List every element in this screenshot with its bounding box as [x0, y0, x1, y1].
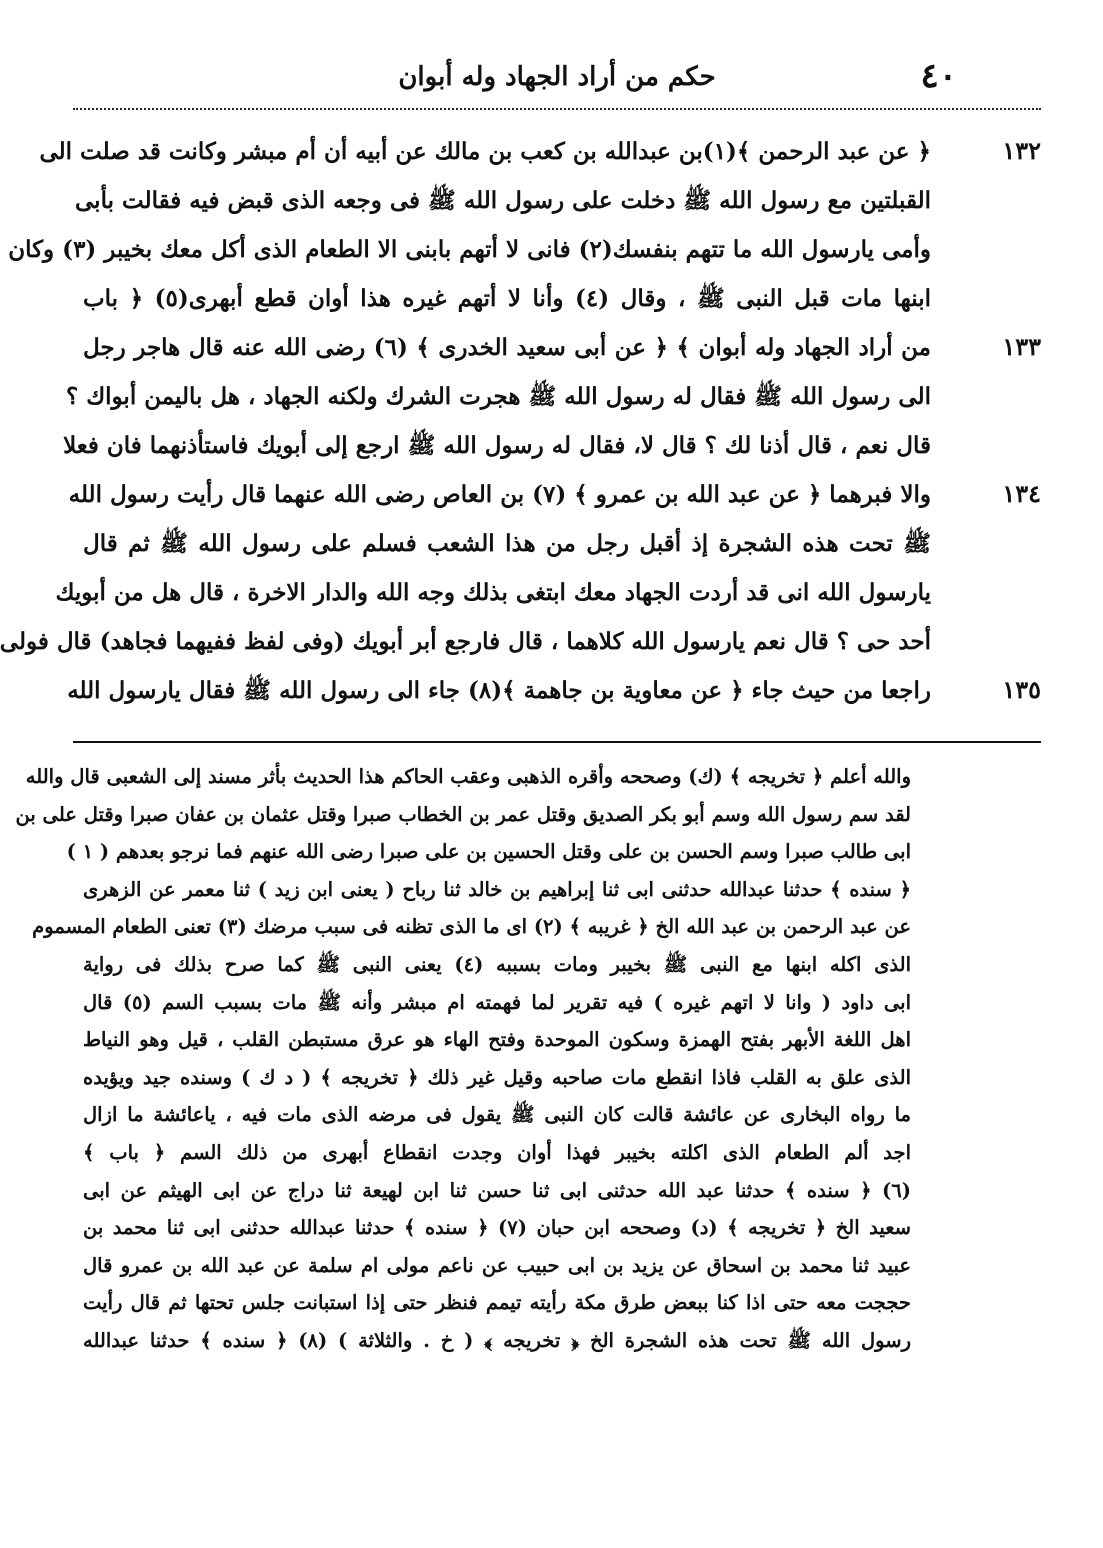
- text-row: [39, 128, 1041, 177]
- text-line: ابنها مات قبل النبى ﷺ ، وقال (٤) وأنا لا أتهم غيره هذا أوان قطع أبهرى(٥) ﴿ باب: [83, 285, 931, 312]
- hadith-number: ١٣٤: [1002, 479, 1041, 508]
- main-text: [0, 128, 1041, 716]
- text-line: وأمى يارسول الله ما تتهم بنفسك(٢) فانى لا أتهم بابنى الا الطعام الذى أكل معك بخيبر (٣) وكان: [8, 236, 931, 263]
- text-row: [8, 226, 1041, 275]
- text-line: القبلتين مع رسول الله ﷺ دخلت على رسول الله ﷺ فى وجعه الذى قبض فيه فقالت بأبى: [75, 187, 931, 214]
- text-row: [75, 177, 1041, 226]
- footnote-line: اهل اللغة الأبهر بفتح الهمزة وسكون الموحدة وفتح الهاء هو عرق مستبطن القلب ، قيل وهو النياط: [83, 1028, 911, 1052]
- footnote-line: حججت معه حتى اذا كنا ببعض طرق مكة رأيته تيمم فنظر حتى إذا استبانت جلس تحتها ثم قال رأيت: [83, 1291, 911, 1315]
- footnote-line: لقد سم رسول الله وسم أبو بكر الصديق وقتل عمر بن الخطاب صبرا وقتل عثمان بن عفان صبرا وقتل على بن: [15, 802, 911, 826]
- footnote-divider: [73, 741, 1041, 743]
- footnotes: [15, 758, 912, 1360]
- footnote-line: ﴿ سنده ﴾ حدثنا عبدالله حدثنى ابى ثنا إبراهيم بن خالد ثنا رباح ( يعنى ابن زيد ) ثنا معمر عن الزهرى: [83, 877, 911, 901]
- text-line: ﷺ تحت هذه الشجرة إذ أقبل رجل من هذا الشعب فسلم على رسول الله ﷺ ثم قال: [83, 530, 931, 557]
- footnote-line: (٦) ﴿ سنده ﴾ حدثنا عبد الله حدثنى ابى ثنا حسن ثنا ابن لهيعة ثنا دراج عن ابى الهيثم عن ابى: [83, 1178, 911, 1202]
- footnote-line: الذى اكله ابنها مع النبى ﷺ بخيبر ومات بسببه (٤) يعنى النبى ﷺ كما صرح بذلك فى رواية: [83, 952, 911, 976]
- footnote-line: ابى طالب صبرا وسم الحسن بن على وقتل الحسين بن على صبرا رضى الله عنهم فما نرجو بعدهم ( ١ ): [66, 840, 911, 864]
- text-line: يارسول الله انى قد أردت الجهاد معك ابتغى بذلك وجه الله والدار الاخرة ، قال هل من أبويك: [55, 579, 931, 606]
- footnote-line: اجد ألم الطعام الذى اكلته بخيبر فهذا أوان وجدت انقطاع أبهرى من ذلك السم ﴿ باب ﴾: [83, 1140, 911, 1164]
- text-row: [83, 324, 1041, 373]
- text-row: [0, 618, 1041, 667]
- text-line: الى رسول الله ﷺ فقال له رسول الله ﷺ هجرت الشرك ولكنه الجهاد ، هل باليمن أبواك ؟: [65, 383, 931, 410]
- footnote-line: رسول الله ﷺ تحت هذه الشجرة الخ ﴿ تخريجه ﴾ ( خ . والثلاثة ) (٨) ﴿ سنده ﴾ حدثنا عبدالله: [83, 1328, 912, 1352]
- text-row: [63, 422, 1041, 471]
- page-header: [73, 52, 1041, 112]
- footnote-line: سعيد الخ ﴿ تخريجه ﴾ (د) وصححه ابن حبان (٧) ﴿ سنده ﴾ حدثنا عبدالله حدثنى ابى ثنا محمد بن: [83, 1216, 911, 1240]
- header-divider: [73, 108, 1041, 110]
- text-line: أحد حى ؟ قال نعم يارسول الله كلاهما ، قال فارجع أبر أبويك (وفى لفظ ففيهما فجاهد) قال فولى: [0, 628, 931, 655]
- text-line: من أراد الجهاد وله أبوان ﴾ ﴿ عن أبى سعيد الخدرى ﴾ (٦) رضى الله عنه قال هاجر رجل: [83, 334, 932, 361]
- hadith-number: ١٣٣: [1002, 332, 1041, 361]
- text-row: [67, 667, 1041, 716]
- footnote-line: عن عبد الرحمن بن عبد الله الخ ﴿ غريبه ﴾ (٢) اى ما الذى تظنه فى سبب مرضك (٣) تعنى الطعام المسموم: [32, 915, 911, 939]
- text-row: [68, 471, 1041, 520]
- text-line: راجعا من حيث جاء ﴿ عن معاوية بن جاهمة ﴾(٨) جاء الى رسول الله ﷺ فقال يارسول الله: [67, 677, 931, 704]
- page-title: حكم من أراد الجهاد وله أبوان: [398, 62, 716, 92]
- text-line: قال نعم ، قال أذنا لك ؟ قال لا، فقال له رسول الله ﷺ ارجع إلى أبويك فاستأذنهما فان فعلا: [63, 432, 931, 459]
- text-row: [83, 520, 1041, 569]
- hadith-number: ١٣٢: [1002, 136, 1041, 165]
- footnote-line: الذى علق به القلب فاذا انقطع مات صاحبه وقيل غير ذلك ﴿ تخريجه ﴾ ( د ك ) وسنده جيد ويؤيده: [83, 1065, 911, 1089]
- text-row: [83, 275, 1041, 324]
- footnote-line: ما رواه البخارى عن عائشة قالت كان النبى ﷺ يقول فى مرضه الذى مات فيه ، ياعائشة ما ازال: [83, 1103, 911, 1127]
- text-line: ﴿ عن عبد الرحمن ﴾(١)بن عبدالله بن كعب بن مالك عن أبيه أن أم مبشر وكانت قد صلت الى: [39, 138, 931, 165]
- footnote-line: والله أعلم ﴿ تخريجه ﴾ (ك) وصححه وأقره الذهبى وعقب الحاكم هذا الحديث بأثر مسند إلى الشعبى قال والله: [25, 765, 911, 788]
- footnote-line: ابى داود ( وانا لا اتهم غيره ) فيه تقرير لما فهمته ام مبشر وأنه ﷺ مات بسبب السم (٥) قال: [83, 990, 911, 1014]
- page-number: ٤٠: [920, 56, 957, 96]
- text-line: والا فبرهما ﴿ عن عبد الله بن عمرو ﴾ (٧) بن العاص رضى الله عنهما قال رأيت رسول الله: [68, 481, 931, 508]
- footnote-line: عبيد ثنا محمد بن اسحاق عن يزيد بن ابى حبيب عن ناعم مولى ام سلمة عن عبد الله بن عمرو قال: [83, 1253, 911, 1277]
- text-row: [65, 373, 1041, 422]
- text-row: [55, 569, 1041, 618]
- hadith-number: ١٣٥: [1002, 675, 1041, 704]
